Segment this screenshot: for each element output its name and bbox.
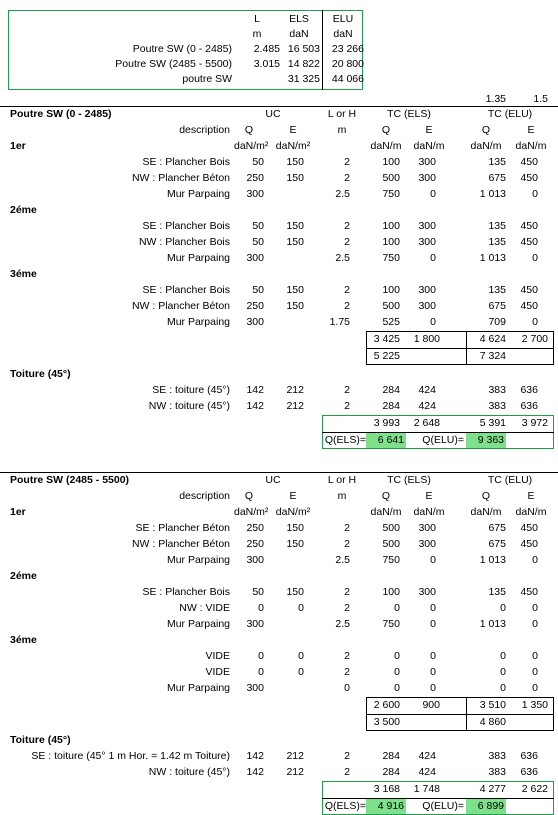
total-elu-q[interactable]: 5 391	[479, 417, 506, 429]
header-tc-e[interactable]: E	[425, 124, 433, 136]
load-tcu-e[interactable]: 450	[520, 586, 538, 598]
load-e[interactable]: 150	[286, 172, 304, 184]
load-tc-q[interactable]: 500	[382, 300, 400, 312]
summary-unit-elu[interactable]: daN	[333, 28, 353, 40]
load-tcu-q[interactable]: 1 013	[479, 188, 506, 200]
roof-e[interactable]: 212	[286, 750, 304, 762]
qels-value[interactable]: 6 641	[377, 434, 404, 446]
roof-e[interactable]: 212	[286, 400, 304, 412]
load-q[interactable]: 300	[246, 316, 264, 328]
load-e[interactable]: 0	[298, 666, 304, 678]
subtotal2-els[interactable]: 3 500	[373, 716, 400, 728]
qels-value[interactable]: 4 916	[377, 800, 404, 812]
load-tc-q[interactable]: 0	[394, 682, 400, 694]
load-e[interactable]: 150	[286, 300, 304, 312]
load-description[interactable]: NW : Plancher Béton	[131, 300, 230, 312]
unit-tcu-q[interactable]: daN/m	[470, 506, 502, 518]
summary-header-elu[interactable]: ELU	[332, 13, 354, 25]
roof-tcu-q[interactable]: 383	[488, 766, 506, 778]
load-length[interactable]: 2	[344, 538, 350, 550]
header-e[interactable]: E	[289, 490, 297, 502]
load-tcu-e[interactable]: 450	[520, 236, 538, 248]
subtotal2-elu[interactable]: 7 324	[479, 350, 506, 362]
summary-row-els[interactable]: 31 325	[287, 73, 320, 85]
load-tcu-e[interactable]: 450	[520, 156, 538, 168]
load-q[interactable]: 300	[246, 188, 264, 200]
load-e[interactable]: 150	[286, 586, 304, 598]
load-length[interactable]: 0	[344, 682, 350, 694]
roof-label[interactable]: Toiture (45°)	[10, 368, 71, 380]
load-tc-e[interactable]: 0	[430, 618, 436, 630]
load-tc-q[interactable]: 750	[382, 618, 400, 630]
load-e[interactable]: 150	[286, 538, 304, 550]
subtotal-elu-e[interactable]: 1 350	[521, 699, 548, 711]
load-tc-e[interactable]: 0	[430, 602, 436, 614]
roof-description[interactable]: NW : toiture (45°)	[148, 766, 230, 778]
roof-description[interactable]: NW : toiture (45°)	[148, 400, 230, 412]
roof-tc-e[interactable]: 424	[418, 400, 436, 412]
unit-e[interactable]: daN/m²	[275, 506, 311, 518]
summary-row-label[interactable]: Poutre SW (0 - 2485)	[132, 43, 232, 55]
load-tcu-e[interactable]: 0	[532, 682, 538, 694]
load-tcu-q[interactable]: 135	[488, 220, 506, 232]
load-tcu-e[interactable]: 450	[520, 300, 538, 312]
load-tcu-e[interactable]: 450	[520, 220, 538, 232]
load-description[interactable]: NW : Plancher Béton	[131, 538, 230, 550]
qelu-label[interactable]: Q(ELU)=	[422, 434, 464, 446]
total-elu-e[interactable]: 3 972	[521, 417, 548, 429]
load-tcu-e[interactable]: 450	[520, 538, 538, 550]
load-tc-q[interactable]: 500	[382, 172, 400, 184]
summary-row-l[interactable]: 3.015	[253, 58, 280, 70]
summary-unit-els[interactable]: daN	[289, 28, 309, 40]
roof-tc-q[interactable]: 284	[382, 766, 400, 778]
summary-unit-l[interactable]: m	[252, 28, 262, 40]
load-q[interactable]: 50	[252, 220, 264, 232]
load-tc-q[interactable]: 0	[394, 650, 400, 662]
load-tcu-q[interactable]: 0	[500, 650, 506, 662]
load-q[interactable]: 250	[246, 522, 264, 534]
load-tcu-e[interactable]: 0	[532, 602, 538, 614]
header-tc-elu[interactable]: TC (ELU)	[487, 108, 533, 120]
subtotal-elu-q[interactable]: 3 510	[479, 699, 506, 711]
load-tc-q[interactable]: 100	[382, 156, 400, 168]
total-els-q[interactable]: 3 168	[373, 783, 400, 795]
header-tcu-e[interactable]: E	[527, 490, 535, 502]
roof-e[interactable]: 212	[286, 766, 304, 778]
qelu-label[interactable]: Q(ELU)=	[422, 800, 464, 812]
load-tcu-e[interactable]: 0	[532, 650, 538, 662]
load-tcu-q[interactable]: 1 013	[479, 618, 506, 630]
load-tc-e[interactable]: 300	[418, 586, 436, 598]
load-length[interactable]: 2	[344, 220, 350, 232]
load-e[interactable]: 150	[286, 284, 304, 296]
load-e[interactable]: 0	[298, 650, 304, 662]
load-description[interactable]: NW : Plancher Bois	[138, 236, 230, 248]
header-description[interactable]: description	[179, 490, 230, 502]
load-q[interactable]: 0	[258, 650, 264, 662]
load-tc-e[interactable]: 0	[430, 682, 436, 694]
qels-label[interactable]: Q(ELS)=	[324, 800, 366, 812]
total-els-q[interactable]: 3 993	[373, 417, 400, 429]
header-m[interactable]: m	[337, 124, 347, 136]
unit-tc-q[interactable]: daN/m	[370, 140, 402, 152]
summary-header-els[interactable]: ELS	[289, 13, 309, 25]
header-q[interactable]: Q	[244, 490, 254, 502]
load-tc-q[interactable]: 500	[382, 538, 400, 550]
qelu-value[interactable]: 9 363	[477, 434, 504, 446]
roof-tcu-e[interactable]: 636	[520, 750, 538, 762]
header-uc[interactable]: UC	[265, 474, 281, 486]
qels-label[interactable]: Q(ELS)=	[324, 434, 366, 446]
load-tcu-q[interactable]: 135	[488, 156, 506, 168]
summary-row-label[interactable]: Poutre SW (2485 - 5500)	[115, 58, 232, 70]
load-e[interactable]: 0	[298, 602, 304, 614]
roof-q[interactable]: 142	[246, 384, 264, 396]
load-description[interactable]: VIDE	[205, 666, 230, 678]
load-description[interactable]: Mur Parpaing	[166, 554, 230, 566]
load-length[interactable]: 2	[344, 236, 350, 248]
load-length[interactable]: 2	[344, 650, 350, 662]
roof-tcu-e[interactable]: 636	[520, 384, 538, 396]
unit-tcu-e[interactable]: daN/m	[515, 140, 547, 152]
load-tc-e[interactable]: 300	[418, 172, 436, 184]
load-q[interactable]: 50	[252, 284, 264, 296]
summary-row-elu[interactable]: 23 266	[331, 43, 364, 55]
load-description[interactable]: SE : Plancher Bois	[142, 220, 230, 232]
load-tcu-q[interactable]: 709	[488, 316, 506, 328]
total-els-e[interactable]: 2 648	[413, 417, 440, 429]
load-length[interactable]: 2	[344, 284, 350, 296]
summary-row-els[interactable]: 14 822	[287, 58, 320, 70]
load-q[interactable]: 300	[246, 554, 264, 566]
load-tcu-q[interactable]: 135	[488, 236, 506, 248]
summary-header-l[interactable]: L	[254, 13, 260, 25]
unit-e[interactable]: daN/m²	[275, 140, 311, 152]
load-description[interactable]: Mur Parpaing	[166, 682, 230, 694]
load-tcu-q[interactable]: 0	[500, 602, 506, 614]
load-length[interactable]: 2	[344, 156, 350, 168]
subtotal2-els[interactable]: 5 225	[373, 350, 400, 362]
total-elu-q[interactable]: 4 277	[479, 783, 506, 795]
load-q[interactable]: 50	[252, 236, 264, 248]
header-tcu-q[interactable]: Q	[481, 490, 491, 502]
load-q[interactable]: 50	[252, 156, 264, 168]
roof-tc-q[interactable]: 284	[382, 750, 400, 762]
floor-label[interactable]: 3éme	[10, 268, 37, 280]
subtotal-els-q[interactable]: 2 600	[373, 699, 400, 711]
roof-tcu-e[interactable]: 636	[520, 766, 538, 778]
roof-q[interactable]: 142	[246, 750, 264, 762]
load-length[interactable]: 2	[344, 172, 350, 184]
floor-label[interactable]: 2éme	[10, 204, 37, 216]
roof-tc-e[interactable]: 424	[418, 766, 436, 778]
load-tc-e[interactable]: 300	[418, 538, 436, 550]
load-length[interactable]: 2	[344, 586, 350, 598]
header-tcu-q[interactable]: Q	[481, 124, 491, 136]
load-tc-e[interactable]: 0	[430, 316, 436, 328]
load-tc-e[interactable]: 300	[418, 300, 436, 312]
load-length[interactable]: 1.75	[329, 316, 350, 328]
header-q[interactable]: Q	[244, 124, 254, 136]
summary-row-elu[interactable]: 44 066	[331, 73, 364, 85]
load-description[interactable]: SE : Plancher Bois	[142, 284, 230, 296]
load-tc-q[interactable]: 500	[382, 522, 400, 534]
header-description[interactable]: description	[179, 124, 230, 136]
load-tc-e[interactable]: 0	[430, 650, 436, 662]
load-tc-e[interactable]: 300	[418, 220, 436, 232]
load-q[interactable]: 300	[246, 252, 264, 264]
load-tc-e[interactable]: 0	[430, 666, 436, 678]
roof-length[interactable]: 2	[344, 384, 350, 396]
load-tcu-e[interactable]: 0	[532, 188, 538, 200]
roof-length[interactable]: 2	[344, 400, 350, 412]
load-description[interactable]: Mur Parpaing	[166, 252, 230, 264]
unit-tc-e[interactable]: daN/m	[413, 140, 445, 152]
total-els-e[interactable]: 1 748	[413, 783, 440, 795]
subtotal-els-q[interactable]: 3 425	[373, 333, 400, 345]
load-description[interactable]: Mur Parpaing	[166, 316, 230, 328]
load-tcu-q[interactable]: 675	[488, 300, 506, 312]
summary-row-els[interactable]: 16 503	[287, 43, 320, 55]
roof-tc-q[interactable]: 284	[382, 400, 400, 412]
load-q[interactable]: 50	[252, 586, 264, 598]
header-m[interactable]: m	[337, 490, 347, 502]
roof-e[interactable]: 212	[286, 384, 304, 396]
roof-q[interactable]: 142	[246, 400, 264, 412]
floor-label[interactable]: 2éme	[10, 570, 37, 582]
load-description[interactable]: Mur Parpaing	[166, 188, 230, 200]
load-tcu-e[interactable]: 450	[520, 172, 538, 184]
load-description[interactable]: SE : Plancher Bois	[142, 156, 230, 168]
unit-tcu-q[interactable]: daN/m	[470, 140, 502, 152]
summary-row-l[interactable]: 2.485	[253, 43, 280, 55]
load-tc-q[interactable]: 100	[382, 236, 400, 248]
load-length[interactable]: 2.5	[335, 618, 350, 630]
load-tcu-q[interactable]: 675	[488, 538, 506, 550]
load-tc-q[interactable]: 100	[382, 220, 400, 232]
load-tc-e[interactable]: 0	[430, 252, 436, 264]
roof-length[interactable]: 2	[344, 750, 350, 762]
load-tcu-e[interactable]: 450	[520, 284, 538, 296]
load-length[interactable]: 2.5	[335, 188, 350, 200]
load-tc-e[interactable]: 0	[430, 554, 436, 566]
header-tc-q[interactable]: Q	[381, 124, 391, 136]
header-e[interactable]: E	[289, 124, 297, 136]
roof-tcu-q[interactable]: 383	[488, 400, 506, 412]
load-description[interactable]: SE : Plancher Béton	[135, 522, 230, 534]
roof-tcu-q[interactable]: 383	[488, 750, 506, 762]
load-description[interactable]: NW : VIDE	[179, 602, 230, 614]
unit-tc-e[interactable]: daN/m	[413, 506, 445, 518]
load-length[interactable]: 2	[344, 522, 350, 534]
header-tc-els[interactable]: TC (ELS)	[387, 474, 431, 486]
unit-tcu-e[interactable]: daN/m	[515, 506, 547, 518]
load-tc-q[interactable]: 100	[382, 284, 400, 296]
load-q[interactable]: 0	[258, 666, 264, 678]
roof-label[interactable]: Toiture (45°)	[10, 734, 71, 746]
summary-row-elu[interactable]: 20 800	[331, 58, 364, 70]
load-q[interactable]: 250	[246, 538, 264, 550]
roof-tcu-q[interactable]: 383	[488, 384, 506, 396]
unit-tc-q[interactable]: daN/m	[370, 506, 402, 518]
roof-tc-e[interactable]: 424	[418, 750, 436, 762]
summary-row-label[interactable]: poutre SW	[182, 73, 232, 85]
load-tc-e[interactable]: 300	[418, 284, 436, 296]
load-q[interactable]: 300	[246, 682, 264, 694]
load-tc-q[interactable]: 525	[382, 316, 400, 328]
subtotal-elu-e[interactable]: 2 700	[521, 333, 548, 345]
load-tc-q[interactable]: 0	[394, 602, 400, 614]
roof-description[interactable]: SE : toiture (45° 1 m Hor. = 1.42 m Toiture)	[31, 750, 230, 762]
header-tc-e[interactable]: E	[425, 490, 433, 502]
roof-q[interactable]: 142	[246, 766, 264, 778]
header-tcu-e[interactable]: E	[527, 124, 535, 136]
load-length[interactable]: 2	[344, 666, 350, 678]
load-tcu-e[interactable]: 0	[532, 252, 538, 264]
load-tcu-q[interactable]: 1 013	[479, 252, 506, 264]
load-e[interactable]: 150	[286, 156, 304, 168]
load-tcu-e[interactable]: 0	[532, 666, 538, 678]
load-tcu-e[interactable]: 0	[532, 316, 538, 328]
roof-description[interactable]: SE : toiture (45°)	[152, 384, 230, 396]
load-tcu-e[interactable]: 450	[520, 522, 538, 534]
load-tcu-q[interactable]: 0	[500, 682, 506, 694]
unit-q[interactable]: daN/m²	[234, 140, 269, 152]
roof-length[interactable]: 2	[344, 766, 350, 778]
load-tc-e[interactable]: 300	[418, 156, 436, 168]
load-tcu-q[interactable]: 675	[488, 522, 506, 534]
subtotal-els-e[interactable]: 900	[422, 699, 440, 711]
load-description[interactable]: Mur Parpaing	[166, 618, 230, 630]
subtotal-elu-q[interactable]: 4 624	[479, 333, 506, 345]
roof-tc-e[interactable]: 424	[418, 384, 436, 396]
load-length[interactable]: 2.5	[335, 252, 350, 264]
load-length[interactable]: 2	[344, 602, 350, 614]
subtotal-els-e[interactable]: 1 800	[413, 333, 440, 345]
load-tcu-q[interactable]: 1 013	[479, 554, 506, 566]
subtotal2-elu[interactable]: 4 860	[479, 716, 506, 728]
load-q[interactable]: 250	[246, 300, 264, 312]
roof-tcu-e[interactable]: 636	[520, 400, 538, 412]
load-e[interactable]: 150	[286, 220, 304, 232]
header-tc-els[interactable]: TC (ELS)	[387, 108, 431, 120]
load-tcu-q[interactable]: 135	[488, 586, 506, 598]
load-length[interactable]: 2.5	[335, 554, 350, 566]
roof-tc-q[interactable]: 284	[382, 384, 400, 396]
factor-els[interactable]: 1.35	[485, 93, 506, 105]
load-tcu-e[interactable]: 0	[532, 554, 538, 566]
load-description[interactable]: SE : Plancher Bois	[142, 586, 230, 598]
header-tc-q[interactable]: Q	[381, 490, 391, 502]
header-l-or-h[interactable]: L or H	[327, 108, 357, 120]
floor-label[interactable]: 3éme	[10, 634, 37, 646]
section-title[interactable]: Poutre SW (2485 - 5500)	[10, 474, 130, 486]
header-tc-elu[interactable]: TC (ELU)	[487, 474, 533, 486]
load-tc-e[interactable]: 300	[418, 522, 436, 534]
load-tcu-e[interactable]: 0	[532, 618, 538, 630]
total-elu-e[interactable]: 2 622	[521, 783, 548, 795]
load-tcu-q[interactable]: 0	[500, 666, 506, 678]
load-tc-q[interactable]: 0	[394, 666, 400, 678]
load-e[interactable]: 150	[286, 236, 304, 248]
load-q[interactable]: 300	[246, 618, 264, 630]
qelu-value[interactable]: 6 899	[477, 800, 504, 812]
load-tc-q[interactable]: 750	[382, 188, 400, 200]
load-length[interactable]: 2	[344, 300, 350, 312]
header-l-or-h[interactable]: L or H	[327, 474, 357, 486]
load-e[interactable]: 150	[286, 522, 304, 534]
load-q[interactable]: 0	[258, 602, 264, 614]
factor-elu[interactable]: 1.5	[533, 93, 548, 105]
load-tc-q[interactable]: 750	[382, 554, 400, 566]
header-uc[interactable]: UC	[265, 108, 281, 120]
load-tc-q[interactable]: 100	[382, 586, 400, 598]
load-tcu-q[interactable]: 135	[488, 284, 506, 296]
load-tc-q[interactable]: 750	[382, 252, 400, 264]
load-tcu-q[interactable]: 675	[488, 172, 506, 184]
load-tc-e[interactable]: 300	[418, 236, 436, 248]
section-title[interactable]: Poutre SW (0 - 2485)	[10, 108, 112, 120]
floor-label[interactable]: 1er	[10, 506, 26, 518]
unit-q[interactable]: daN/m²	[234, 506, 269, 518]
load-q[interactable]: 250	[246, 172, 264, 184]
load-description[interactable]: NW : Plancher Béton	[131, 172, 230, 184]
load-description[interactable]: VIDE	[205, 650, 230, 662]
floor-label[interactable]: 1er	[10, 140, 26, 152]
load-tc-e[interactable]: 0	[430, 188, 436, 200]
